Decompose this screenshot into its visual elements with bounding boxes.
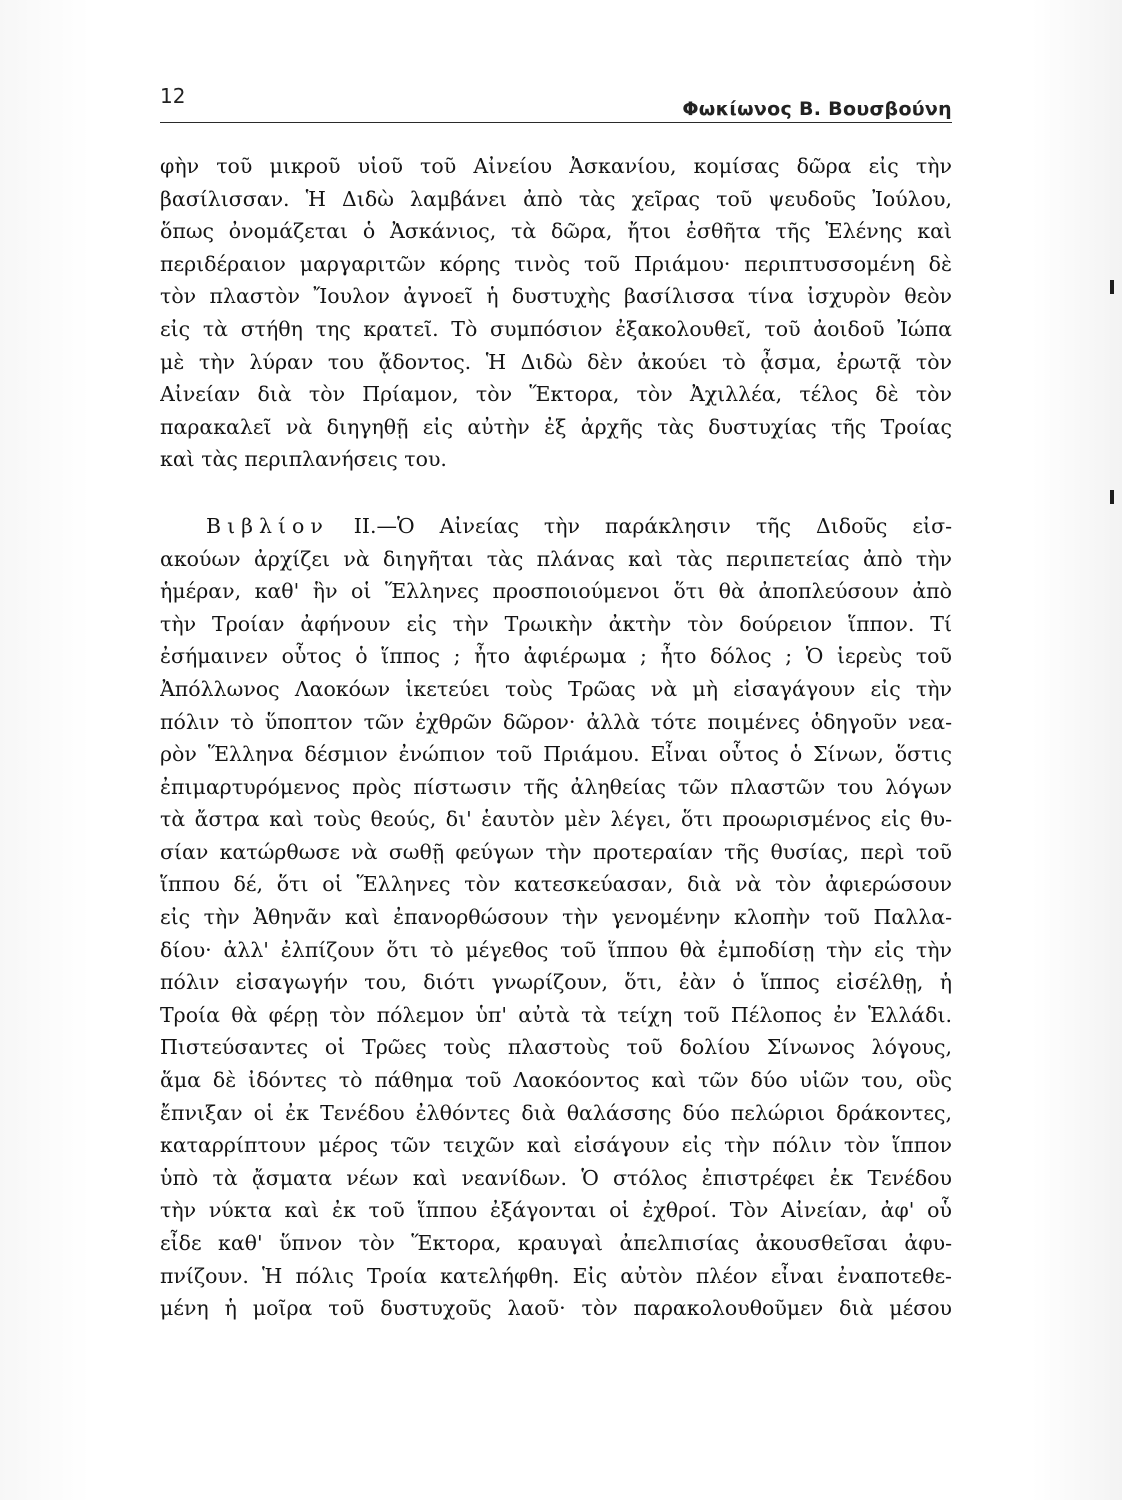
text-line: ἡμέραν, καθ' ἣν οἱ Ἕλληνες προσποιούμενοι ὅτι θὰ ἀποπλεύσουν ἀπὸ [160,579,952,604]
text-line: Ἀπόλλωνος Λαοκόων ἱκετεύει τοὺς Τρῶας νὰ μὴ εἰσαγάγουν εἰς τὴν [160,676,952,701]
text-line: Πιστεύσαντες οἱ Τρῶες τοὺς πλαστοὺς τοῦ δολίου Σίνωνος λόγους, [160,1035,952,1060]
text-line: ρὸν Ἕλληνα δέσμιον ἐνώπιον τοῦ Πριάμου. Εἶναι οὗτος ὁ Σίνων, ὅστις [160,742,952,767]
text-line: ὑπὸ τὰ ᾄσματα νέων καὶ νεανίδων. Ὁ στόλος ἐπιστρέφει ἐκ Τενέδου [160,1165,952,1190]
text-line: τὴν Τροίαν ἀφήνουν εἰς τὴν Τρωικὴν ἀκτὴν τὸν δούρειον ἵππον. Τί [160,611,952,636]
text-line: εἰς τὴν Ἀθηνᾶν καὶ ἐπανορθώσουν τὴν γενομένην κλοπὴν τοῦ Παλλα- [160,905,952,930]
text-line: εἰς τὰ στήθη της κρατεῖ. Τὸ συμπόσιον ἐξακολουθεῖ, τοῦ ἀοιδοῦ Ἰώπα [160,316,952,341]
text-line: ἵππου δέ, ὅτι οἱ Ἕλληνες τὸν κατεσκεύασαν, διὰ νὰ τὸν ἀφιερώσουν [160,872,952,897]
paragraph-2-first-line [160,510,952,543]
page-header [160,78,952,123]
paragraph-1 [160,150,952,476]
page-edge [1102,0,1122,1500]
text-line: πνίζουν. Ἡ πόλις Τροία κατελήφθη. Εἰς αὐτὸν πλέον εἶναι ἐναποτεθε- [160,1263,952,1288]
text-line: ἅμα δὲ ἰδόντες τὸ πάθημα τοῦ Λαοκόοντος καὶ τῶν δύο υἱῶν του, οὓς [160,1068,952,1093]
text-line: τὸν πλαστὸν Ἴουλον ἀγνοεῖ ἡ δυστυχὴς βασίλισσα τίνα ἰσχυρὸν θεὸν [160,284,952,309]
text-line: Αἰνείαν διὰ τὸν Πρίαμον, τὸν Ἕκτορα, τὸν Ἀχιλλέα, τέλος δὲ τὸν [160,382,952,407]
text-line: βασίλισσαν. Ἡ Διδὼ λαμβάνει ἀπὸ τὰς χεῖρας τοῦ ψευδοῦς Ἰούλου, [160,186,952,211]
text-line: ὅπως ὀνομάζεται ὁ Ἀσκάνιος, τὰ δῶρα, ἤτοι ἐσθῆτα τῆς Ἑλένης καὶ [160,219,952,244]
text-line: τὰ ἄστρα καὶ τοὺς θεούς, δι' ἑαυτὸν μὲν λέγει, ὅτι προωρισμένος εἰς θυ- [160,807,952,832]
text-line: μὲ τὴν λύραν του ᾄδοντος. Ἡ Διδὼ δὲν ἀκούει τὸ ᾆσμα, ἐρωτᾷ τὸν [160,349,952,374]
text-line: περιδέραιον μαργαριτῶν κόρης τινὸς τοῦ Πριάμου· περιπτυσσομένη δὲ [160,251,952,276]
text-line: πόλιν τὸ ὕποπτον τῶν ἐχθρῶν δῶρον· ἀλλὰ τότε ποιμένες ὁδηγοῦν νεα- [160,709,952,734]
running-title: Φωκίωνος Β. Βουσβούνη [682,98,952,120]
text-line: ακούων ἀρχίζει νὰ διηγῆται τὰς πλάνας καὶ τὰς περιπετείας ἀπὸ τὴν [160,546,952,571]
text-line: μένη ἡ μοῖρα τοῦ δυστυχοῦς λαοῦ· τὸν παρακολουθοῦμεν διὰ μέσου [160,1296,952,1321]
text-line: ἐσήμαινεν οὗτος ὁ ἵππος ; ἦτο ἀφιέρωμα ; ἦτο δόλος ; Ὁ ἱερεὺς τοῦ [160,644,952,669]
text-line: εἶδε καθ' ὕπνον τὸν Ἕκτορα, κραυγαὶ ἀπελπισίας ἀκουσθεῖσαι ἀφυ- [160,1231,952,1255]
text-line: παρακαλεῖ νὰ διηγηθῇ εἰς αὐτὴν ἐξ ἀρχῆς τὰς δυστυχίας τῆς Τροίας [160,414,952,439]
text-line: σίαν κατώρθωσε νὰ σωθῇ φεύγων τὴν προτεραίαν τῆς θυσίας, περὶ τοῦ [160,839,952,864]
text-line: πόλιν εἰσαγωγήν του, διότι γνωρίζουν, ὅτι, ἐὰν ὁ ἵππος εἰσέλθῃ, ἡ [160,970,952,995]
book-label: Βιβλίον [206,513,329,538]
page-number: 12 [160,84,186,108]
edge-mark [1110,490,1114,504]
edge-mark [1110,280,1114,294]
text-line: Τροία θὰ φέρῃ τὸν πόλεμον ὑπ' αὐτὰ τὰ τείχη τοῦ Πέλοπος ἐν Ἑλλάδι. [160,1002,952,1027]
text-line: τὴν νύκτα καὶ ἐκ τοῦ ἵππου ἐξάγονται οἱ ἐχθροί. Τὸν Αἰνείαν, ἀφ' οὗ [160,1198,952,1223]
paragraph-spacer [160,476,952,510]
text-line: καταρρίπτουν μέρος τῶν τειχῶν καὶ εἰσάγουν εἰς τὴν πόλιν τὸν ἵππον [160,1133,952,1158]
text-line: καὶ τὰς περιπλανήσεις του. [160,447,447,472]
text-line: ἐπιμαρτυρόμενος πρὸς πίστωσιν τῆς ἀληθείας τῶν πλαστῶν του λόγων [160,774,952,799]
text-line: ἔπνιξαν οἱ ἐκ Τενέδου ἐλθόντες διὰ θαλάσσης δύο πελώριοι δράκοντες, [160,1100,952,1125]
first-line-text: II.—Ὁ Αἰνείας τὴν παράκλησιν τῆς Διδοῦς εἰσ- [328,513,952,538]
body-text [160,150,952,1325]
text-line: φὴν τοῦ μικροῦ υἱοῦ τοῦ Αἰνείου Ἀσκανίου, κομίσας δῶρα εἰς τὴν [160,154,952,178]
paragraph-2 [160,510,952,1325]
text-line: δίου· ἀλλ' ἐλπίζουν ὅτι τὸ μέγεθος τοῦ ἵππου θὰ ἐμποδίσῃ τὴν εἰς τὴν [160,937,952,962]
